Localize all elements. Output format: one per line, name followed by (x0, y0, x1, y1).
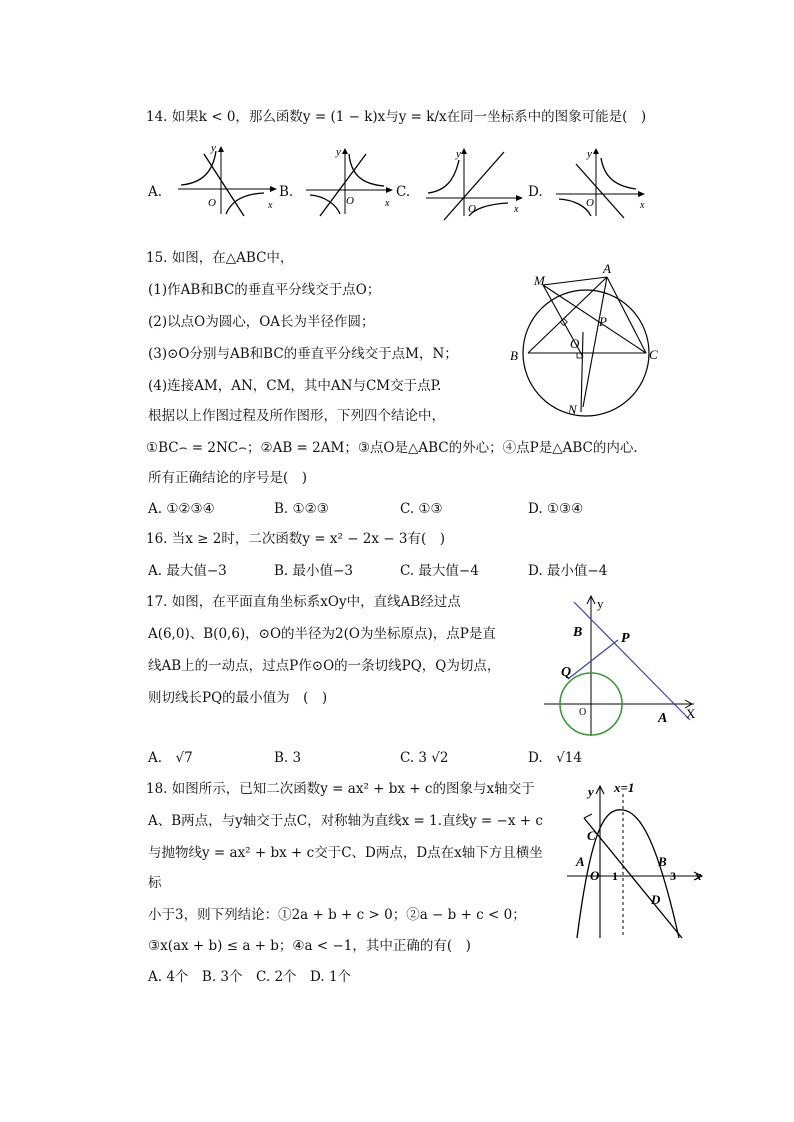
q14-d-x-label: x (640, 200, 645, 211)
q15-circle-figure (506, 262, 666, 422)
q15-label-o: O (570, 336, 580, 351)
q18-label-o: O (590, 868, 600, 883)
q14-a-y-label: y (211, 142, 216, 154)
q17-label-a: A (658, 711, 668, 726)
q15-line-7: ①BC⌢ = 2NC⌢；②AB = 2AM；③点O是△ABC的外心；④点P是△ABC的内心. (146, 440, 638, 456)
q18-label-1: 1 (612, 869, 618, 883)
q14-option-a[interactable]: A. (148, 184, 163, 200)
q14-b-x-label: x (385, 198, 390, 209)
q15-line-6: 根据以上作图过程及所作图形，下列四个结论中， (148, 408, 445, 424)
q15-line-5: (4)连接AM，AN，CM，其中AN与CM交于点P. (148, 378, 442, 394)
q18-label-b: B (658, 854, 667, 869)
q15-line-1: 15. 如图，在△ABC中， (146, 250, 294, 266)
q14-a-origin: O (208, 197, 216, 209)
q14-option-d[interactable]: D. (528, 184, 543, 200)
q14-graph-c (426, 146, 526, 218)
q14-graph-d (556, 146, 651, 218)
q15-label-m: M (534, 273, 545, 288)
q18-line-3: 与抛物线y = ax² + bx + c交于C、D两点，D点在x轴下方且横坐 (148, 845, 543, 861)
q14-b-origin: O (346, 195, 354, 207)
q17-label-b: B (573, 625, 583, 640)
q18-parabola-figure (562, 780, 712, 940)
q16-stem: 16. 当x ≥ 2时，二次函数y = x² − 2x − 3有( ) (146, 531, 446, 547)
q16-option-c[interactable]: C. 最大值−4 (400, 563, 479, 579)
q18-line-1: 18. 如图所示，已知二次函数y = ax² + bx + c的图象与x轴交于 (146, 781, 535, 797)
q15-line-8: 所有正确结论的序号是( ) (148, 470, 308, 486)
q17-label-x: X (686, 706, 696, 721)
q15-label-c: C (649, 347, 658, 362)
q15-line-4: (3)⊙O分别与AB和BC的垂直平分线交于点M，N； (148, 346, 458, 362)
q15-option-c[interactable]: C. ①③ (400, 501, 443, 517)
q17-label-q: Q (561, 665, 572, 680)
q15-option-a[interactable]: A. ①②③④ (148, 501, 215, 517)
q18-label-y: y (588, 784, 594, 799)
q16-option-b[interactable]: B. 最小值−3 (274, 563, 353, 579)
q17-label-y: y (597, 596, 604, 611)
q15-label-a: A (603, 261, 611, 276)
q17-label-o: O (579, 707, 587, 718)
q14-option-b[interactable]: B. (279, 184, 294, 200)
q14-c-x-label: x (514, 204, 519, 215)
q18-label-x: x (695, 868, 702, 883)
q17-line-3: 线AB上的一动点，过点P作⊙O的一条切线PQ，Q为切点， (148, 658, 501, 674)
q17-option-d[interactable]: D. √14 (528, 750, 582, 766)
q15-label-b: B (510, 348, 518, 363)
q17-line-4: 则切线长PQ的最小值为 ( ) (148, 690, 328, 706)
q18-line-5: 小于3，则下列结论：①2a + b + c > 0；②a − b + c < 0； (148, 907, 526, 923)
q18-label-a: A (576, 854, 585, 869)
q14-c-y-label: y (456, 148, 461, 160)
q14-option-c[interactable]: C. (396, 184, 411, 200)
q17-option-c[interactable]: C. 3 √2 (400, 750, 449, 766)
q15-label-n: N (568, 402, 577, 417)
q14-b-y-label: y (336, 146, 341, 158)
q14-stem: 14. 如果k < 0，那么函数y = (1 − k)x与y = k/x在同一坐标系中的图象可能是( ) (146, 109, 647, 125)
q18-line-4: 标 (148, 875, 162, 891)
q14-d-y-label: y (587, 148, 592, 160)
q15-line-3: (2)以点O为圆心，OA长为半径作圆； (148, 314, 375, 330)
q18-line-6: ③x(ax + b) ≤ a + b；④a < −1，其中正确的有( ) (148, 938, 471, 954)
q14-graph-b (306, 146, 396, 216)
q18-answer-options[interactable]: A. 4个 B. 3个 C. 2个 D. 1个 (148, 969, 352, 985)
q18-label-axis: x=1 (614, 780, 635, 795)
q18-label-d: D (651, 892, 661, 907)
q15-option-d[interactable]: D. ①③④ (528, 501, 584, 517)
q15-line-2: (1)作AB和BC的垂直平分线交于点O； (148, 282, 381, 298)
q17-option-a[interactable]: A. √7 (148, 750, 193, 766)
q17-line-1: 17. 如图，在平面直角坐标系xOy中，直线AB经过点 (146, 594, 461, 610)
q14-a-x-label: x (268, 200, 273, 211)
q18-line-2: A、B两点，与y轴交于点C，对称轴为直线x = 1.直线y = −x + c (148, 813, 543, 829)
q16-option-d[interactable]: D. 最小值−4 (528, 563, 608, 579)
q15-option-b[interactable]: B. ①②③ (274, 501, 329, 517)
q17-coordinate-figure (544, 590, 704, 740)
q17-line-2: A(6,0)、B(0,6)，⊙O的半径为2(O为坐标原点)，点P是直 (148, 626, 496, 642)
q17-label-p: P (621, 631, 630, 646)
q14-graph-a (178, 142, 278, 216)
q16-option-a[interactable]: A. 最大值−3 (148, 563, 227, 579)
q14-c-origin: O (468, 203, 476, 215)
q15-label-p: P (599, 314, 607, 329)
q18-label-3: 3 (670, 869, 676, 883)
q14-d-origin: O (586, 197, 594, 209)
q17-option-b[interactable]: B. 3 (274, 750, 302, 766)
q18-label-c: C (587, 828, 596, 843)
